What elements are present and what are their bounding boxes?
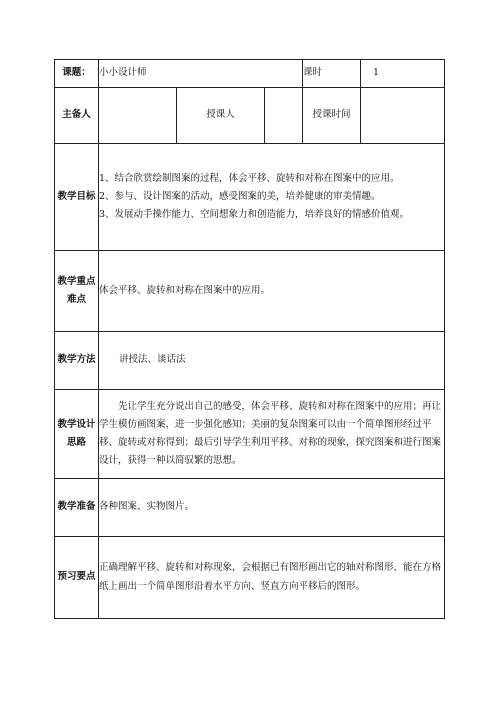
design-content: 先让学生充分说出自己的感受，体会平移、旋转和对称在图案中的应用；再让学生模仿画图案，进一步强化感知；美丽的复杂图案可以由一个简单图形经过平移、旋转或对称得到；最后引导学生利用平移、对称的现象，探究图案和进行图案设计，获得一种以简驭繁的思想。 — [99, 390, 445, 479]
keypoints-content: 体会平移、旋转和对称在图案中的应用。 — [99, 251, 445, 332]
hours-label: 课时 — [303, 60, 361, 88]
methods-content: 讲授法、谈话法 — [99, 332, 445, 390]
topic-value: 小小设计师 — [99, 60, 303, 88]
methods-label: 教学方法 — [55, 332, 99, 390]
goal-item: 3、发展动手操作能力、空间想象力和创造能力，培养良好的情感价值观。 — [99, 209, 410, 221]
prepare-content: 各种图案、实物图片。 — [99, 479, 445, 537]
time-value — [361, 88, 445, 144]
time-label: 授课时间 — [303, 88, 361, 144]
lesson-plan-table — [54, 59, 445, 619]
goal-item: 2、参与、设计图案的活动，感受图案的美，培养健康的审美情趣。 — [99, 190, 381, 202]
design-label: 教学设计思路 — [55, 390, 99, 479]
preview-label: 预习要点 — [55, 537, 99, 619]
prep-value — [99, 88, 177, 144]
preview-content: 正确理解平移、旋转和对称现象，会根据已有图形画出它的轴对称图形，能在方格纸上画出一个简单图形沿着水平方向、竖直方向平移后的图形。 — [99, 537, 445, 619]
teacher-label: 授课人 — [177, 88, 265, 144]
teacher-value — [265, 88, 303, 144]
keypoints-label: 教学重点难点 — [55, 251, 99, 332]
goals-label: 教学目标 — [55, 144, 99, 251]
hours-value: 1 — [361, 60, 445, 88]
prepare-label: 教学准备 — [55, 479, 99, 537]
prep-label: 主备人 — [55, 88, 99, 144]
goals-content — [99, 144, 445, 251]
goal-item: 1、结合欣赏绘制图案的过程，体会平移、旋转和对称在图案中的应用。 — [99, 172, 400, 184]
topic-label: 课题： — [55, 60, 99, 88]
